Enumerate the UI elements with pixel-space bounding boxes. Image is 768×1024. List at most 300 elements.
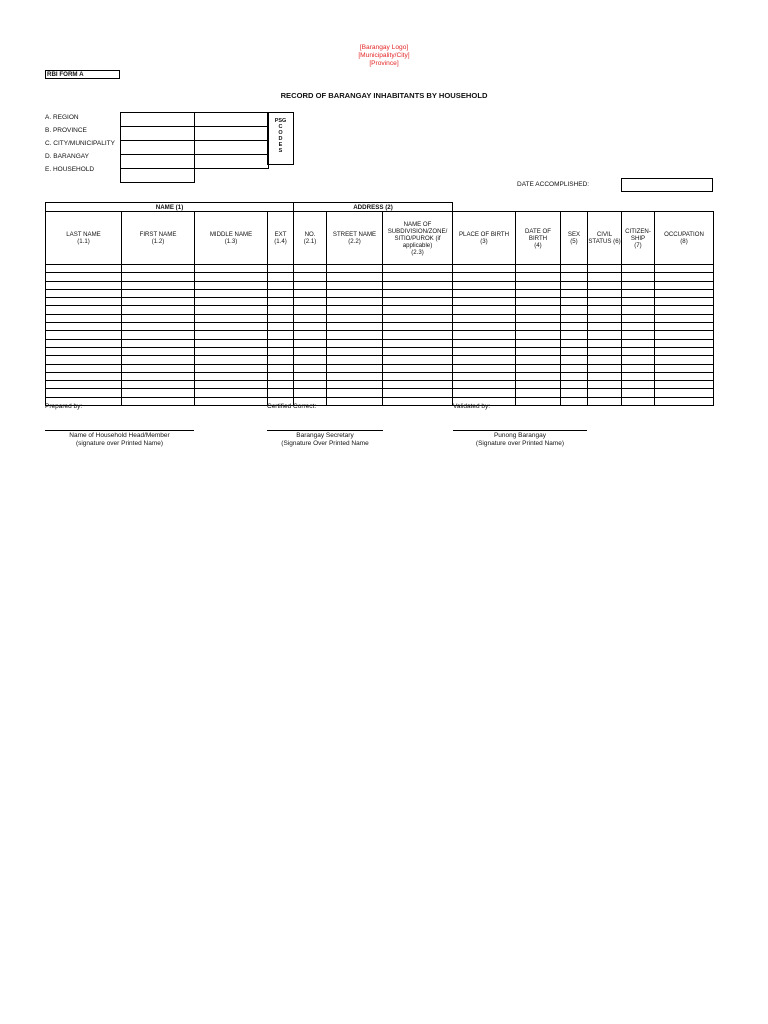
sex-cell[interactable] (561, 314, 588, 322)
household-row (121, 169, 269, 183)
column-header-line: STREET NAME (332, 231, 377, 238)
place-of-birth-cell[interactable] (453, 389, 516, 397)
occupation-cell[interactable] (655, 347, 714, 355)
barangay-name-cell[interactable] (121, 155, 195, 169)
citizenship-cell[interactable] (622, 372, 655, 380)
civil-status-cell[interactable] (588, 364, 622, 372)
barangay-code-cell[interactable] (195, 155, 269, 169)
street-name-cell[interactable] (327, 331, 383, 339)
column-header-line: SHIP (630, 234, 646, 242)
column-header-line: MIDDLE NAME (209, 231, 253, 238)
citizenship-cell[interactable] (622, 339, 655, 347)
middle-name-cell[interactable] (195, 323, 268, 331)
subdivision-zone-cell[interactable] (383, 323, 453, 331)
house-number-cell[interactable] (294, 364, 327, 372)
middle-name-cell[interactable] (195, 281, 268, 289)
civil-status-cell[interactable] (588, 265, 622, 273)
date-accomplished-label: DATE ACCOMPLISHED: (517, 181, 590, 188)
place-of-birth-cell[interactable] (453, 314, 516, 322)
street-name-cell[interactable] (327, 306, 383, 314)
occupation-cell[interactable] (655, 289, 714, 297)
table-row (46, 372, 714, 380)
name-extension-cell[interactable] (268, 323, 294, 331)
civil-status-cell[interactable] (588, 298, 622, 306)
civil-status-cell[interactable] (588, 281, 622, 289)
last-name-cell[interactable] (46, 298, 122, 306)
header-placeholders (0, 44, 768, 68)
table-row (46, 339, 714, 347)
place-of-birth-cell[interactable] (453, 372, 516, 380)
name-extension-cell[interactable] (268, 372, 294, 380)
certified-correct-label: Certified Correct: (267, 403, 317, 410)
column-header-line: CITIZEN- (625, 227, 651, 235)
psg-codes-box (267, 112, 294, 165)
sex-cell[interactable] (561, 298, 588, 306)
civil-status-cell[interactable] (588, 381, 622, 389)
citizenship-cell[interactable] (622, 364, 655, 372)
city-municipality-code-cell[interactable] (195, 141, 269, 155)
date-of-birth-cell[interactable] (516, 381, 561, 389)
column-header-line: (2.1) (303, 238, 317, 245)
subdivision-zone-cell[interactable] (383, 265, 453, 273)
validated-by-label: Validated by: (453, 403, 491, 410)
place-of-birth-cell[interactable] (453, 273, 516, 281)
column-header-line: PLACE OF BIRTH (458, 231, 509, 238)
subdivision-zone-cell[interactable] (383, 314, 453, 322)
date-of-birth-cell[interactable] (516, 314, 561, 322)
last-name-cell[interactable] (46, 356, 122, 364)
name-extension-cell[interactable] (268, 364, 294, 372)
place-of-birth-column-header (453, 212, 516, 265)
citizenship-column-header (622, 212, 655, 265)
middle-name-cell[interactable] (195, 347, 268, 355)
name-extension-cell[interactable] (268, 298, 294, 306)
date-of-birth-cell[interactable] (516, 273, 561, 281)
first-name-cell[interactable] (122, 372, 195, 380)
province-placeholder: [Province] (369, 60, 399, 67)
date-of-birth-cell[interactable] (516, 364, 561, 372)
column-header-row (46, 212, 714, 265)
civil-status-cell[interactable] (588, 331, 622, 339)
column-header-line: FIRST NAME (139, 231, 177, 238)
last-name-cell[interactable] (46, 306, 122, 314)
sex-cell[interactable] (561, 331, 588, 339)
last-name-cell[interactable] (46, 381, 122, 389)
date-of-birth-cell[interactable] (516, 347, 561, 355)
name-extension-cell[interactable] (268, 381, 294, 389)
first-name-cell[interactable] (122, 265, 195, 273)
name-extension-cell[interactable] (268, 289, 294, 297)
occupation-cell[interactable] (655, 314, 714, 322)
citizenship-cell[interactable] (622, 314, 655, 322)
table-row (46, 347, 714, 355)
last-name-cell[interactable] (46, 289, 122, 297)
place-of-birth-cell[interactable] (453, 331, 516, 339)
first-name-cell[interactable] (122, 323, 195, 331)
middle-name-cell[interactable] (195, 364, 268, 372)
middle-name-cell[interactable] (195, 273, 268, 281)
occupation-cell[interactable] (655, 273, 714, 281)
date-of-birth-cell[interactable] (516, 298, 561, 306)
house-number-cell[interactable] (294, 331, 327, 339)
civil-status-cell[interactable] (588, 323, 622, 331)
subdivision-zone-cell[interactable] (383, 347, 453, 355)
house-number-cell[interactable] (294, 347, 327, 355)
name-extension-cell[interactable] (268, 356, 294, 364)
sex-cell[interactable] (561, 323, 588, 331)
occupation-cell[interactable] (655, 339, 714, 347)
citizenship-cell[interactable] (622, 331, 655, 339)
last-name-cell[interactable] (46, 364, 122, 372)
citizenship-cell[interactable] (622, 323, 655, 331)
middle-name-cell[interactable] (195, 306, 268, 314)
citizenship-cell[interactable] (622, 356, 655, 364)
first-name-cell[interactable] (122, 306, 195, 314)
date-of-birth-cell[interactable] (516, 281, 561, 289)
first-name-cell[interactable] (122, 397, 195, 405)
place-of-birth-cell[interactable] (453, 364, 516, 372)
sex-cell[interactable] (561, 281, 588, 289)
column-header-line: LAST NAME (66, 231, 101, 238)
codes-letter: S (278, 148, 283, 155)
date-of-birth-cell[interactable] (516, 289, 561, 297)
first-name-cell[interactable] (122, 364, 195, 372)
occupation-cell[interactable] (655, 372, 714, 380)
occupation-cell[interactable] (655, 356, 714, 364)
column-header-line: applicable) (402, 241, 433, 249)
occupation-cell[interactable] (655, 281, 714, 289)
subdivision-zone-cell[interactable] (383, 281, 453, 289)
column-header-line: (1.2) (151, 238, 165, 245)
street-name-cell[interactable] (327, 397, 383, 405)
table-row (46, 281, 714, 289)
sex-cell[interactable] (561, 389, 588, 397)
house-number-cell[interactable] (294, 314, 327, 322)
street-name-cell[interactable] (327, 323, 383, 331)
table-row (46, 331, 714, 339)
inhabitants-table (45, 202, 714, 406)
civil-status-cell[interactable] (588, 339, 622, 347)
middle-name-cell[interactable] (195, 356, 268, 364)
name-extension-cell[interactable] (268, 306, 294, 314)
first-name-cell[interactable] (122, 389, 195, 397)
first-name-cell[interactable] (122, 339, 195, 347)
street-name-cell[interactable] (327, 281, 383, 289)
column-header-line: (3) (480, 238, 488, 245)
province-name-cell[interactable] (121, 127, 195, 141)
sex-cell[interactable] (561, 381, 588, 389)
house-number-cell[interactable] (294, 389, 327, 397)
table-row (46, 364, 714, 372)
place-of-birth-cell[interactable] (453, 356, 516, 364)
household-empty-cell (195, 169, 269, 183)
middle-name-cell[interactable] (195, 397, 268, 405)
subdivision-zone-cell[interactable] (383, 364, 453, 372)
street-name-cell[interactable] (327, 356, 383, 364)
region-name-cell[interactable] (121, 113, 195, 127)
civil-status-cell[interactable] (588, 273, 622, 281)
province-row (121, 127, 269, 141)
secretary-title: Barangay Secretary (296, 432, 354, 439)
occupation-cell[interactable] (655, 323, 714, 331)
middle-name-cell[interactable] (195, 314, 268, 322)
street-name-cell[interactable] (327, 298, 383, 306)
date-of-birth-cell[interactable] (516, 306, 561, 314)
sex-cell[interactable] (561, 347, 588, 355)
subdivision-zone-cell[interactable] (383, 306, 453, 314)
street-name-cell[interactable] (327, 347, 383, 355)
house-number-cell[interactable] (294, 339, 327, 347)
last-name-cell[interactable] (46, 265, 122, 273)
secretary-signature-line[interactable] (267, 430, 383, 431)
household-head-caption (45, 432, 194, 447)
column-header-line: (7) (634, 241, 642, 249)
name-group-header: NAME (1) (46, 203, 294, 212)
municipality-placeholder: [Municipality/City] (358, 52, 410, 59)
last-name-cell[interactable] (46, 339, 122, 347)
street-name-cell[interactable] (327, 372, 383, 380)
citizenship-cell[interactable] (622, 397, 655, 405)
citizenship-cell[interactable] (622, 306, 655, 314)
province-code-cell[interactable] (195, 127, 269, 141)
street-name-cell[interactable] (327, 273, 383, 281)
middle-name-cell[interactable] (195, 265, 268, 273)
table-row (46, 381, 714, 389)
occupation-cell[interactable] (655, 265, 714, 273)
street-name-column-header (327, 212, 383, 265)
household-head-signature-line[interactable] (45, 430, 194, 431)
table-row (46, 298, 714, 306)
first-name-cell[interactable] (122, 381, 195, 389)
first-name-cell[interactable] (122, 314, 195, 322)
subdivision-zone-column-header (383, 212, 453, 265)
civil-status-cell[interactable] (588, 314, 622, 322)
codes-letter: O (278, 130, 283, 137)
middle-name-cell[interactable] (195, 381, 268, 389)
city-municipality-label: C. CITY/MUNICIPALITY (45, 140, 115, 147)
place-of-birth-cell[interactable] (453, 289, 516, 297)
street-name-cell[interactable] (327, 289, 383, 297)
citizenship-cell[interactable] (622, 298, 655, 306)
date-of-birth-column-header (516, 212, 561, 265)
citizenship-cell[interactable] (622, 273, 655, 281)
sex-cell[interactable] (561, 356, 588, 364)
street-name-cell[interactable] (327, 364, 383, 372)
first-name-cell[interactable] (122, 281, 195, 289)
house-number-cell[interactable] (294, 372, 327, 380)
street-name-cell[interactable] (327, 314, 383, 322)
column-header-line: SUBDIVISION/ZONE/ (387, 227, 448, 235)
occupation-cell[interactable] (655, 381, 714, 389)
house-number-cell[interactable] (294, 381, 327, 389)
house-number-cell[interactable] (294, 265, 327, 273)
date-of-birth-cell[interactable] (516, 331, 561, 339)
subdivision-zone-cell[interactable] (383, 289, 453, 297)
household-name-cell[interactable] (121, 169, 195, 183)
secretary-note: (Signature Over Printed Name (281, 439, 369, 447)
form-code: RBI FORM A (45, 70, 120, 79)
occupation-cell[interactable] (655, 364, 714, 372)
sex-cell[interactable] (561, 372, 588, 380)
middle-name-column-header (195, 212, 268, 265)
civil-status-cell[interactable] (588, 347, 622, 355)
place-of-birth-cell[interactable] (453, 323, 516, 331)
citizenship-cell[interactable] (622, 347, 655, 355)
date-of-birth-cell[interactable] (516, 265, 561, 273)
prepared-by-label: Prepared by: (45, 403, 83, 410)
occupation-cell[interactable] (655, 389, 714, 397)
date-of-birth-cell[interactable] (516, 339, 561, 347)
sex-cell[interactable] (561, 364, 588, 372)
subdivision-zone-cell[interactable] (383, 381, 453, 389)
date-of-birth-cell[interactable] (516, 356, 561, 364)
last-name-cell[interactable] (46, 281, 122, 289)
first-name-cell[interactable] (122, 331, 195, 339)
place-of-birth-cell[interactable] (453, 339, 516, 347)
name-extension-cell[interactable] (268, 339, 294, 347)
table-row (46, 314, 714, 322)
last-name-cell[interactable] (46, 372, 122, 380)
street-name-cell[interactable] (327, 389, 383, 397)
last-name-cell[interactable] (46, 331, 122, 339)
column-header-line: NO. (304, 231, 316, 238)
sex-cell[interactable] (561, 339, 588, 347)
punong-barangay-caption (453, 432, 587, 447)
middle-name-cell[interactable] (195, 289, 268, 297)
subdivision-zone-cell[interactable] (383, 356, 453, 364)
place-of-birth-cell[interactable] (453, 381, 516, 389)
codes-letter: E (278, 142, 283, 149)
last-name-cell[interactable] (46, 273, 122, 281)
occupation-cell[interactable] (655, 331, 714, 339)
inhabitants-table-body (46, 265, 714, 406)
household-head-note: (signature over Printed Name) (75, 439, 164, 447)
citizenship-cell[interactable] (622, 281, 655, 289)
subdivision-zone-cell[interactable] (383, 397, 453, 405)
civil-status-cell[interactable] (588, 397, 622, 405)
house-number-cell[interactable] (294, 323, 327, 331)
date-accomplished-field[interactable] (621, 178, 713, 192)
first-name-column-header (122, 212, 195, 265)
sex-cell[interactable] (561, 289, 588, 297)
region-code-cell[interactable] (195, 113, 269, 127)
first-name-cell[interactable] (122, 273, 195, 281)
place-of-birth-cell[interactable] (453, 281, 516, 289)
house-number-cell[interactable] (294, 273, 327, 281)
column-header-line: NAME OF (403, 220, 432, 228)
occupation-column-header (655, 212, 714, 265)
street-name-cell[interactable] (327, 339, 383, 347)
house-number-cell[interactable] (294, 281, 327, 289)
house-number-cell[interactable] (294, 356, 327, 364)
column-header-line: (1.4) (274, 238, 287, 245)
last-name-cell[interactable] (46, 323, 122, 331)
subdivision-zone-cell[interactable] (383, 273, 453, 281)
city-municipality-name-cell[interactable] (121, 141, 195, 155)
region-row (121, 113, 269, 127)
column-header-line: OCCUPATION (664, 231, 704, 238)
name-extension-cell[interactable] (268, 273, 294, 281)
column-header-line: DATE OF (525, 227, 551, 235)
citizenship-cell[interactable] (622, 381, 655, 389)
house-number-cell[interactable] (294, 298, 327, 306)
name-extension-cell[interactable] (268, 331, 294, 339)
place-of-birth-cell[interactable] (453, 347, 516, 355)
psg-heading: PSG (274, 118, 287, 124)
date-of-birth-cell[interactable] (516, 389, 561, 397)
subdivision-zone-cell[interactable] (383, 339, 453, 347)
name-extension-cell[interactable] (268, 265, 294, 273)
citizenship-cell[interactable] (622, 389, 655, 397)
last-name-cell[interactable] (46, 314, 122, 322)
city-municipality-row (121, 141, 269, 155)
middle-name-cell[interactable] (195, 298, 268, 306)
street-name-cell[interactable] (327, 265, 383, 273)
occupation-cell[interactable] (655, 298, 714, 306)
date-of-birth-cell[interactable] (516, 372, 561, 380)
column-header-line: BIRTH (528, 234, 548, 242)
punong-barangay-signature-line[interactable] (453, 430, 587, 431)
middle-name-cell[interactable] (195, 331, 268, 339)
sex-cell[interactable] (561, 273, 588, 281)
first-name-cell[interactable] (122, 298, 195, 306)
middle-name-cell[interactable] (195, 339, 268, 347)
civil-status-cell[interactable] (588, 289, 622, 297)
civil-status-cell[interactable] (588, 356, 622, 364)
middle-name-cell[interactable] (195, 372, 268, 380)
house-number-cell[interactable] (294, 289, 327, 297)
subdivision-zone-cell[interactable] (383, 331, 453, 339)
sex-cell[interactable] (561, 397, 588, 405)
last-name-cell[interactable] (46, 389, 122, 397)
house-number-cell[interactable] (294, 306, 327, 314)
first-name-cell[interactable] (122, 347, 195, 355)
citizenship-cell[interactable] (622, 265, 655, 273)
place-of-birth-cell[interactable] (453, 298, 516, 306)
street-name-cell[interactable] (327, 381, 383, 389)
subdivision-zone-cell[interactable] (383, 372, 453, 380)
sex-column-header (561, 212, 588, 265)
group-header-row (46, 203, 714, 212)
citizenship-cell[interactable] (622, 289, 655, 297)
table-row (46, 273, 714, 281)
middle-name-cell[interactable] (195, 389, 268, 397)
civil-status-cell[interactable] (588, 306, 622, 314)
place-of-birth-cell[interactable] (453, 306, 516, 314)
last-name-cell[interactable] (46, 347, 122, 355)
table-row (46, 306, 714, 314)
sex-cell[interactable] (561, 306, 588, 314)
subdivision-zone-cell[interactable] (383, 298, 453, 306)
sex-cell[interactable] (561, 265, 588, 273)
name-extension-cell[interactable] (268, 314, 294, 322)
place-of-birth-cell[interactable] (453, 265, 516, 273)
date-of-birth-cell[interactable] (516, 397, 561, 405)
table-row (46, 356, 714, 364)
barangay-row (121, 155, 269, 169)
name-extension-cell[interactable] (268, 389, 294, 397)
occupation-cell[interactable] (655, 306, 714, 314)
first-name-cell[interactable] (122, 289, 195, 297)
name-extension-cell[interactable] (268, 281, 294, 289)
first-name-cell[interactable] (122, 356, 195, 364)
name-extension-cell[interactable] (268, 347, 294, 355)
occupation-cell[interactable] (655, 397, 714, 405)
date-of-birth-cell[interactable] (516, 323, 561, 331)
subdivision-zone-cell[interactable] (383, 389, 453, 397)
civil-status-cell[interactable] (588, 389, 622, 397)
civil-status-cell[interactable] (588, 372, 622, 380)
